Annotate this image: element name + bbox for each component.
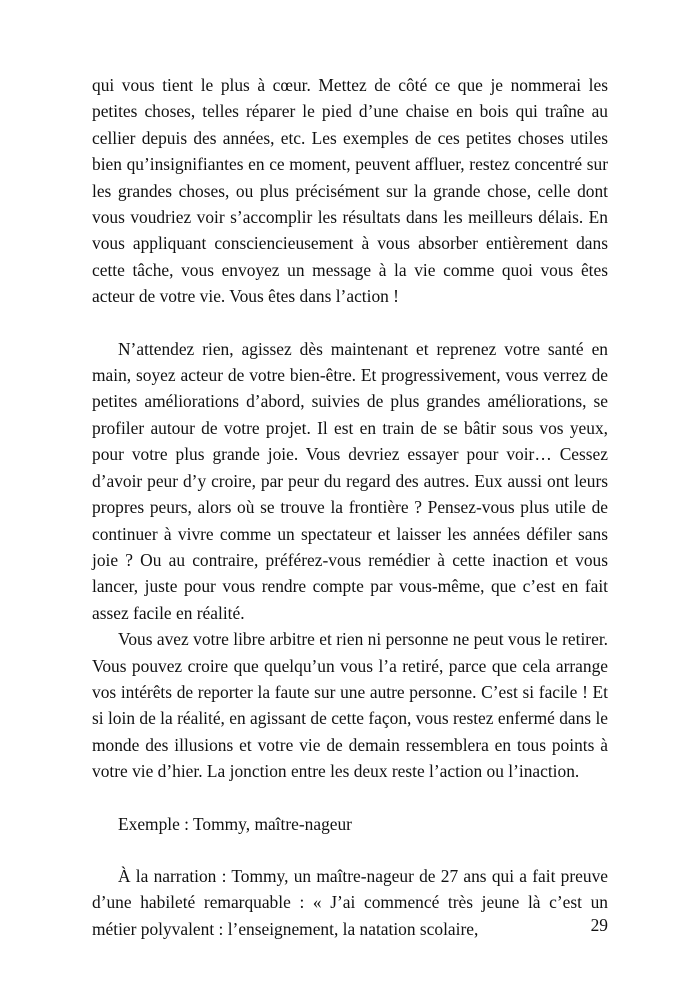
page-body: [92, 72, 608, 942]
paragraph-take-action: N’attendez rien, agissez dès maintenant et reprenez votre santé en main, soyez acteur de votre bien-être. Et progressivement, vous verrez de petites améliorations d’abord, suivies de plus grandes améliorations, se profiler autour de votre projet. Il est en train de se bâtir sous vos yeux, pour votre plus grande joie. Vous devriez essayer pour voir… Cessez d’avoir peur d’y croire, par peur du regard des autres. Eux aussi ont leurs propres peurs, alors où se trouve la frontière ? Pensez-vous plus utile de continuer à vivre comme un spectateur et laisser les années défiler sans joie ? Ou au contraire, préférez-vous remédier à cette inaction et vous lancer, juste pour vous rendre compte par vous-même, que c’est en fait assez facile en réalité.: [92, 338, 608, 623]
paragraph-free-will: Vous avez votre libre arbitre et rien ni personne ne peut vous le retirer. Vous pouvez croire que quelqu’un vous l’a retiré, parce que cela arrange vos intérêts de reporter la faute sur une autre personne. C’est si facile ! Et si loin de la réalité, en agissant de cette façon, vous restez enfermé dans le monde des illusions et votre vie de demain ressemblera en tous points à votre vie d’hier. La jonction entre les deux reste l’action ou l’inaction.: [92, 629, 608, 782]
paragraph-continuation: qui vous tient le plus à cœur. Mettez de côté ce que je nommerai les petites choses, telles réparer le pied d’une chaise en bois qui traîne au cellier depuis des années, etc. Les exemples de ces petites choses utiles bien qu’insignifiantes en ce moment, peuvent affluer, restez concentré sur les grandes choses, ou plus précisément sur la grande chose, celle dont vous voudriez voir s’accomplir les résultats dans les meilleurs délais. En vous appliquant consciencieusement à vous absorber entièrement dans cette tâche, vous envoyez un message à la vie comme quoi vous êtes acteur de votre vie. Vous êtes dans l’action !: [92, 75, 608, 307]
example-heading: Exemple : Tommy, maître-nageur: [118, 813, 352, 834]
page-number: 29: [590, 915, 608, 935]
paragraph-narration: À la narration : Tommy, un maître-nageur de 27 ans qui a fait preuve d’une habileté remarquable : « J’ai commencé très jeune là c’est un métier polyvalent : l’enseignement, la natation scolaire,: [92, 865, 608, 939]
